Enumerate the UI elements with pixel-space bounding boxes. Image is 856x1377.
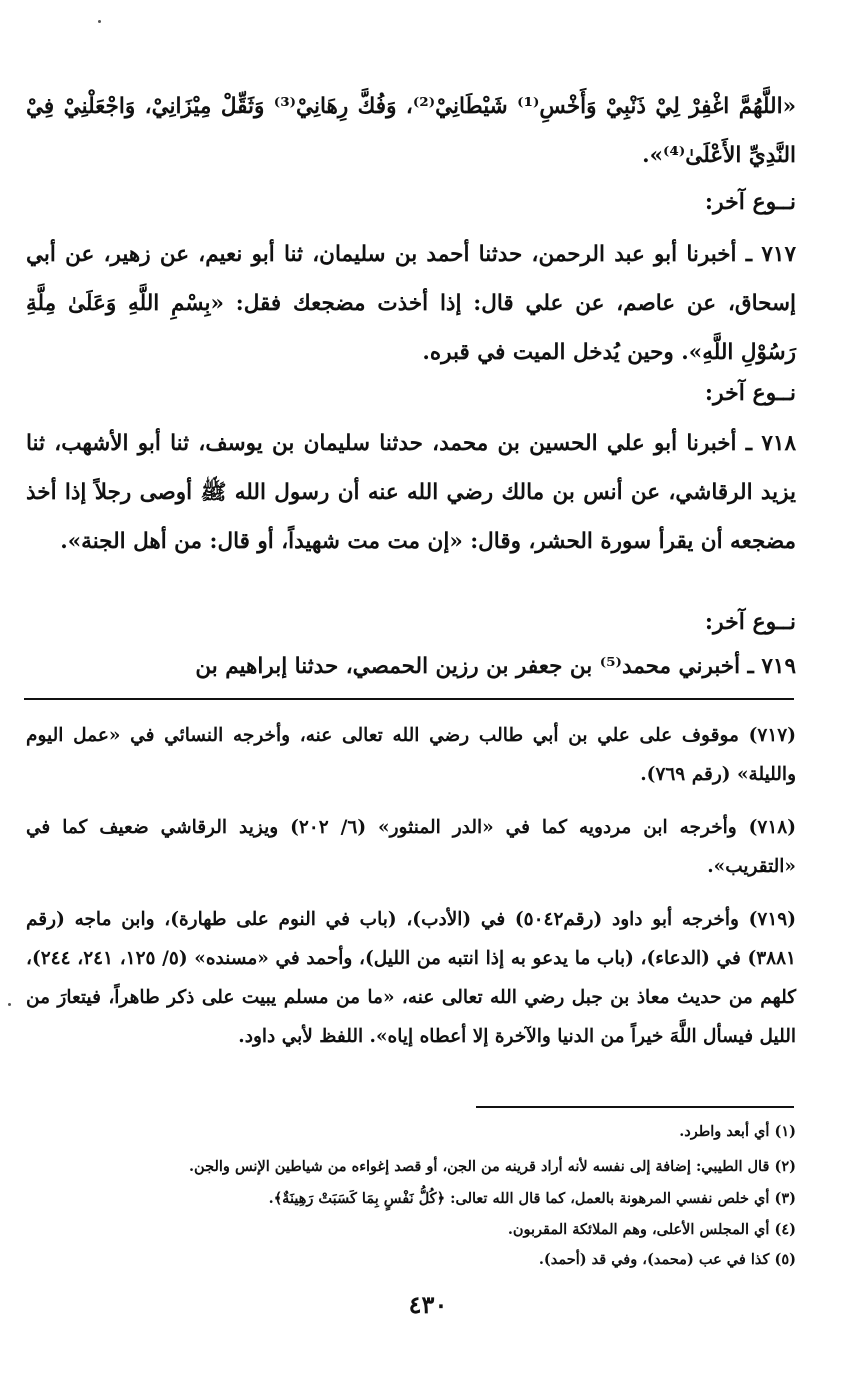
- opening-dua: «اللَّهُمَّ اغْفِرْ لِيْ ذَنْبِيْ وَأَخْسِ⁽¹⁾ شَيْطَانِيْ⁽²⁾، وَفُكَّ رِهَانِيْ⁽³⁾ وَثَقِّلْ مِيْزَانِيْ، وَاجْعَلْنِيْ فِيْ النَّدِيِّ الأَعْلَىٰ⁽⁴⁾».: [26, 94, 797, 168]
- section-heading-2: نــوع آخر:: [704, 380, 796, 406]
- page-number: ٤٣٠: [408, 1290, 448, 1319]
- hadith-718: ٧١٨ ـ أخبرنا أبو علي الحسين بن محمد، حدثنا سليمان بن يوسف، ثنا أبو الأشهب، ثنا يزيد الرقاشي، عن أنس بن مالك رضي الله عنه أن رسول الله ﷺ أوصى رجلاً إذا أخذ مضجعه أن يقرأ سورة الحشر، وقال: «إن مت مت شهيداً، أو قال: من أهل الجنة».: [26, 431, 796, 554]
- footnote-1: (١) أي أبعد واطرد.: [679, 1123, 796, 1140]
- note-718: (٧١٨) وأخرجه ابن مردويه كما في «الدر المنثور» (٦/ ٢٠٢) ويزيد الرقاشي ضعيف كما في «التقريب».: [26, 817, 796, 877]
- scan-speck: [8, 1003, 11, 1006]
- scan-speck: [98, 20, 101, 23]
- note-717: (٧١٧) موقوف على علي بن أبي طالب رضي الله تعالى عنه، وأخرجه النسائي في «عمل اليوم والليلة» (رقم ٧٦٩).: [26, 725, 796, 785]
- footnote-3: (٣) أي خلص نفسي المرهونة بالعمل، كما قال الله تعالى: ﴿كُلُّ نَفْسٍ بِمَا كَسَبَتْ رَهِينَةٌ﴾.: [268, 1190, 796, 1207]
- note-719: (٧١٩) وأخرجه أبو داود (رقم٥٠٤٢) في (الأدب)، (باب في النوم على طهارة)، وابن ماجه (رقم ٣٨٨١) في (الدعاء)، (باب ما يدعو به إذا انتبه من الليل)، وأحمد في «مسنده» (٥/ ١٢٥، ٢٤١، ٢٤٤)، كلهم من حديث معاذ بن جبل رضي الله تعالى عنه، «ما من مسلم يبيت على ذكر طاهراً، فيتعارَ من الليل فيسأل اللَّهَ خيراً من الدنيا والآخرة إلا أعطاه إياه». اللفظ لأبي داود.: [26, 909, 796, 1047]
- footnote-5: (٥) كذا في عب (محمد)، وفي قد (أحمد).: [538, 1251, 796, 1268]
- notes-divider: [24, 698, 794, 700]
- section-heading-3: نــوع آخر:: [704, 609, 796, 635]
- section-heading-1: نــوع آخر:: [704, 189, 796, 215]
- footnote-2: (٢) قال الطيبي: إضافة إلى نفسه لأنه أراد قرينه من الجن، أو قصد إغواءه من شياطين الإنس والجن.: [189, 1158, 796, 1175]
- footnote-4: (٤) أي المجلس الأعلى، وهم الملائكة المقربون.: [507, 1221, 796, 1238]
- footnotes-divider: [476, 1106, 794, 1108]
- hadith-719: ٧١٩ ـ أخبرني محمد⁽⁵⁾ بن جعفر بن رزين الحمصي، حدثنا إبراهيم بن: [195, 654, 796, 679]
- hadith-717: ٧١٧ ـ أخبرنا أبو عبد الرحمن، حدثنا أحمد بن سليمان، ثنا أبو نعيم، عن زهير، عن أبي إسحاق، عن عاصم، عن علي قال: إذا أخذت مضجعك فقل: «بِسْمِ اللَّهِ وَعَلَىٰ مِلَّةِ رَسُوْلِ اللَّهِ». وحين يُدخل الميت في قبره.: [26, 242, 796, 365]
